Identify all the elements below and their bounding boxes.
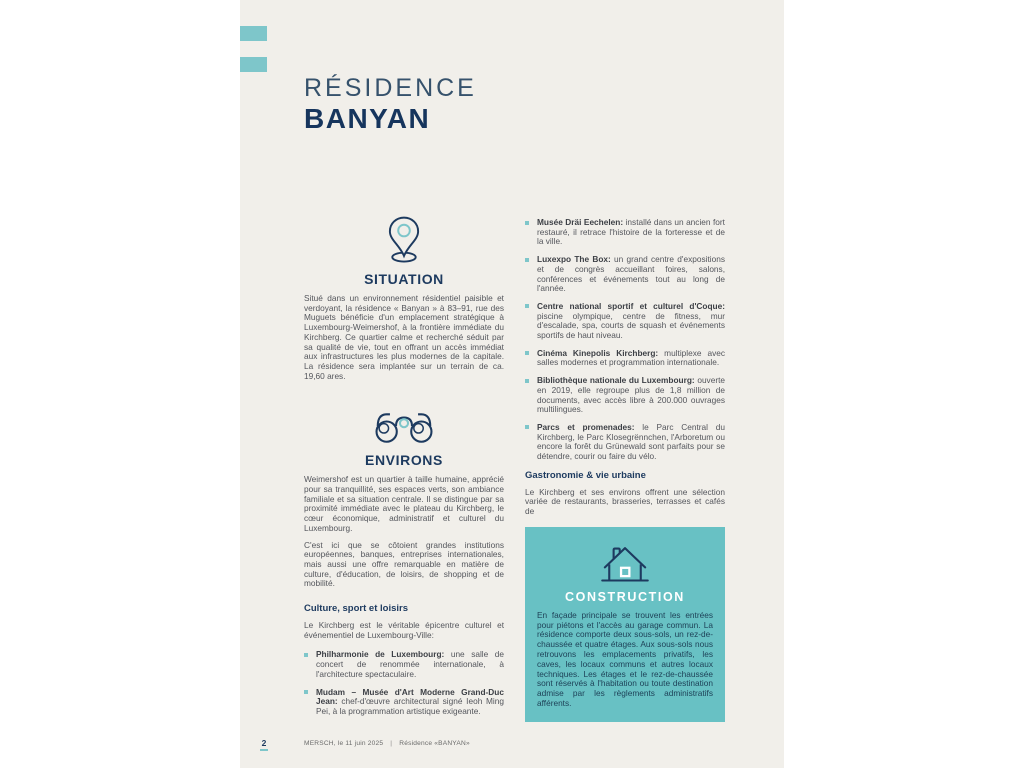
- title-residence: RÉSIDENCE: [304, 74, 477, 102]
- list-item: [525, 376, 725, 415]
- list-item: [525, 255, 725, 294]
- list-item-label: Luxexpo The Box:: [537, 254, 611, 265]
- list-item: [525, 218, 725, 247]
- footer-separator: |: [390, 740, 393, 747]
- culture-heading: Culture, sport et loisirs: [304, 603, 408, 615]
- page-number: 2: [261, 738, 267, 748]
- page-number-underline: [260, 749, 268, 751]
- environs-paragraph-2: C'est ici que se côtoient grandes institutions européennes, banques, entreprises internationales, mais aussi une offre remarquable en matière de culture, d'éducation, de loisirs, de shopping et de mobilité.: [304, 539, 504, 589]
- kirchberg-places-list: [525, 218, 725, 462]
- environs-icon-wrap: [304, 407, 504, 445]
- teal-accent-mark-bottom: [240, 57, 267, 72]
- teal-accent-mark-top: [240, 26, 267, 41]
- list-item-label: Philharmonie de Luxembourg:: [316, 649, 445, 660]
- list-item-label: Cinéma Kinepolis Kirchberg:: [537, 347, 659, 358]
- map-pin-icon: [375, 214, 433, 231]
- situation-heading: SITUATION: [364, 271, 444, 287]
- list-item: [304, 688, 504, 717]
- situation-paragraph: Situé dans un environnement résidentiel paisible et verdoyant, la résidence « Banyan » à 83–91, rue des Muguets bénéficie d'un emplacement stratégique à Luxembourg-Weimershof, à la frontière immédiate du Kirchberg. Ce quartier calme et recherché séduit par sa qualité de vie, tout en offrant un accès immédiat aux infrastructures les plus modernes de la capitale. La résidence sera implantée sur un terrain de ca. 19,60 ares.: [304, 293, 504, 381]
- teal-square-bullet-icon: [525, 351, 529, 355]
- list-item-text: le Parc Central du Kirchberg, le Parc Klosegrënnchen, l'Arboretum ou encore la forêt du Grünewald sont parfaits pour se détendre, courir ou faire du vélo.: [537, 421, 725, 462]
- list-item-text: multiplexe avec salles modernes et programmation internationale.: [537, 347, 725, 368]
- list-item-label: Parcs et promenades:: [537, 421, 635, 432]
- footer-text: [304, 740, 470, 747]
- teal-square-bullet-icon: [525, 379, 529, 383]
- left-column: [304, 214, 504, 725]
- culture-intro: Le Kirchberg est le véritable épicentre culturel et événementiel de Luxembourg-Ville:: [304, 620, 504, 640]
- list-item-text: chef-d'œuvre architectural signé Ieoh Ming Pei, à la programmation artistique exigeante.: [316, 696, 504, 716]
- teal-square-bullet-icon: [525, 221, 529, 225]
- teal-square-bullet-icon: [525, 425, 529, 429]
- brochure-page: [240, 0, 784, 768]
- title-banyan: BANYAN: [304, 103, 431, 134]
- teal-square-bullet-icon: [304, 690, 308, 694]
- list-item: [525, 349, 725, 368]
- list-item-label: Musée Dräi Eechelen:: [537, 217, 624, 227]
- right-column: [525, 218, 725, 722]
- list-item: [525, 423, 725, 462]
- house-icon: [597, 540, 653, 557]
- footer-date: MERSCH, le 11 juin 2025: [304, 740, 384, 747]
- list-item-text: un grand centre d'expositions et de congrès accueillant foires, salons, conférences et événements tout au long de l'année.: [537, 254, 725, 294]
- footer-doc-name: Résidence «BANYAN»: [399, 740, 470, 747]
- situation-icon-wrap: [304, 214, 504, 264]
- construction-paragraph: En façade principale se trouvent les entrées pour piétons et l'accès au garage commun. La résidence comporte deux sous-sols, un rez-de-chaussée et quatre étages. Aux sous-sols nous retrouvons les emplacements privatifs, les caves, les locaux communs et autres locaux techniques. Les étages et le rez-de-chaussée sont réservés à l'habitation ou toute destination admise par les règlements administratifs afférents.: [537, 609, 713, 709]
- construction-box: [525, 527, 725, 722]
- footer-page-number: [258, 738, 270, 751]
- environs-heading: ENVIRONS: [365, 452, 443, 469]
- list-item-text: piscine olympique, centre de fitness, mur d'escalade, spa, courts de squash et événements sportifs de haut niveau.: [537, 310, 725, 341]
- list-item-text: ouverte en 2019, elle regroupe plus de 1,8 million de documents, avec accès libre à 200.000 ouvrages multilingues.: [537, 375, 726, 415]
- list-item: [304, 650, 504, 679]
- list-item-text: installé dans un ancien fort restauré, il retrace l'histoire de la forteresse et de la ville.: [537, 217, 725, 247]
- gastronomie-paragraph: Le Kirchberg et ses environs offrent une sélection variée de restaurants, brasseries, terrasses et cafés de: [525, 486, 725, 517]
- teal-square-bullet-icon: [304, 653, 308, 657]
- list-item-text: une salle de concert de renommée internationale, à l'architecture spectaculaire.: [316, 649, 505, 679]
- gastronomie-heading: Gastronomie & vie urbaine: [525, 469, 646, 481]
- binoculars-icon: [374, 407, 434, 424]
- culture-list: [304, 650, 504, 716]
- teal-square-bullet-icon: [525, 304, 529, 308]
- construction-icon-wrap: [537, 540, 713, 586]
- list-item: [525, 302, 725, 341]
- page-title: [304, 74, 477, 133]
- list-item-label: Bibliothèque nationale du Luxembourg:: [537, 375, 695, 386]
- environs-paragraph-1: Weimershof est un quartier à taille humaine, apprécié pour sa tranquillité, ses espaces verts, son ambiance familiale et sa situation centrale. Il se distingue par sa proximité immédiate avec le plateau du Kirchberg, le cœur économique, administratif et culturel du Luxembourg.: [304, 474, 504, 533]
- construction-heading: CONSTRUCTION: [565, 589, 685, 604]
- teal-square-bullet-icon: [525, 258, 529, 262]
- list-item-label: Centre national sportif et culturel d'Coque:: [537, 300, 725, 311]
- list-item-label: Mudam – Musée d'Art Moderne Grand-Duc Jean:: [316, 686, 504, 707]
